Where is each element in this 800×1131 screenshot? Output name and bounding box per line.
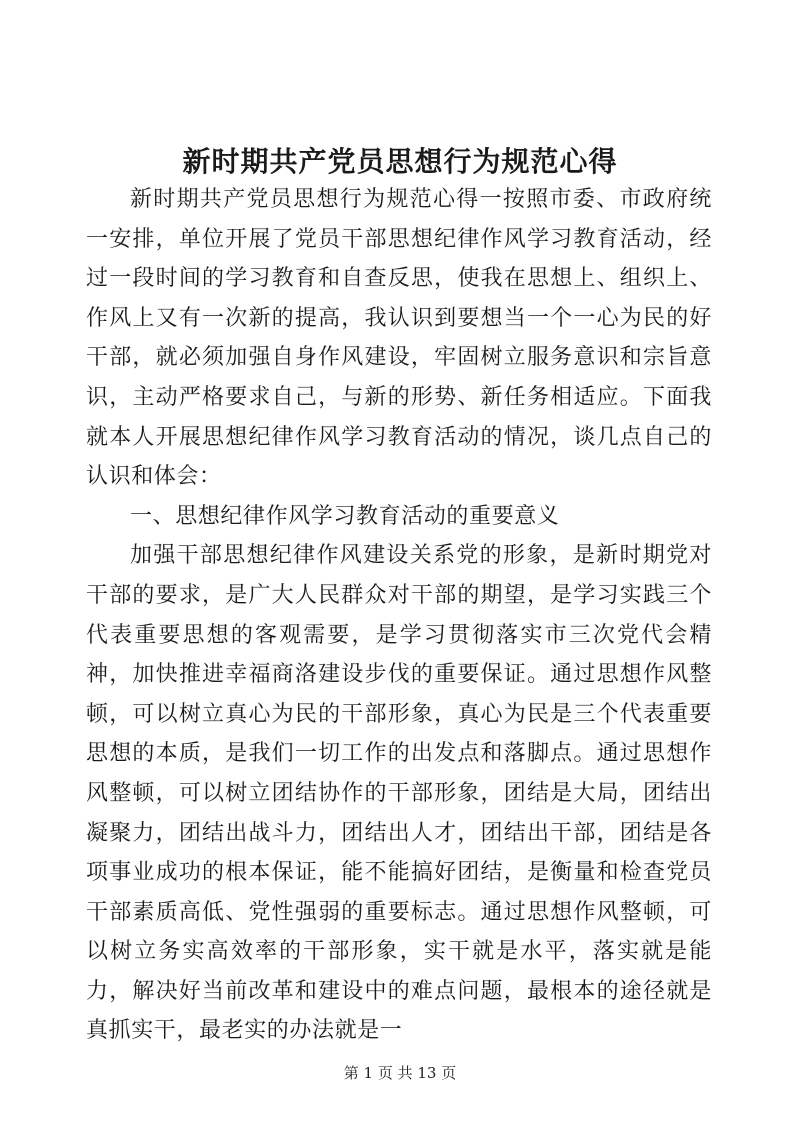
document-body — [86, 180, 712, 1051]
document-title: 新时期共产党员思想行为规范心得 — [182, 145, 618, 178]
paragraph-intro: 新时期共产党员思想行为规范心得一按照市委、市政府统一安排，单位开展了党员干部思想纪律作风学习教育活动，经过一段时间的学习教育和自查反思，使我在思想上、组织上、作风上又有一次新的提高，我认识到要想当一个一心为民的好干部，就必须加强自身作风建设，牢固树立服务意识和宗旨意识，主动严格要求自己，与新的形势、新任务相适应。下面我就本人开展思想纪律作风学习教育活动的情况，谈几点自己的认识和体会： — [86, 187, 712, 490]
paragraph-section-heading: 一、思想纪律作风学习教育活动的重要意义 — [130, 503, 560, 529]
page-footer: 第 1 页 共 13 页 — [343, 1064, 457, 1082]
paragraph-significance: 加强干部思想纪律作风建设关系党的形象，是新时期党对干部的要求，是广大人民群众对干部的期望，是学习实践三个代表重要思想的客观需要，是学习贯彻落实市三次党代会精神，加快推进幸福商洛建设步伐的重要保证。通过思想作风整顿，可以树立真心为民的干部形象，真心为民是三个代表重要思想的本质，是我们一切工作的出发点和落脚点。通过思想作风整顿，可以树立团结协作的干部形象，团结是大局，团结出凝聚力，团结出战斗力，团结出人才，团结出干部，团结是各项事业成功的根本保证，能不能搞好团结，是衡量和检查党员干部素质高低、党性强弱的重要标志。通过思想作风整顿，可以树立务实高效率的干部形象，实干就是水平，落实就是能力，解决好当前改革和建设中的难点问题，最根本的途径就是真抓实干，最老实的办法就是一 — [86, 543, 712, 1044]
